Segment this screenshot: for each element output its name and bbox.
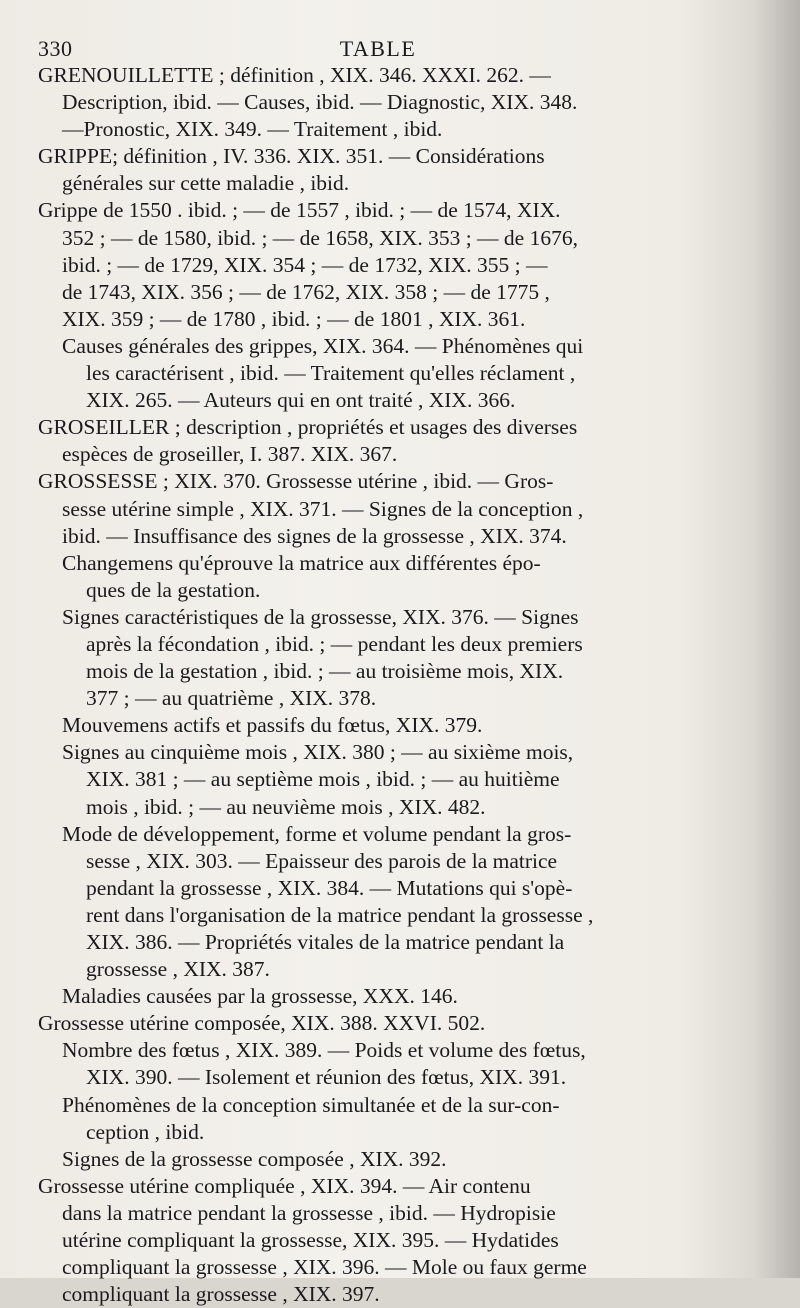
index-line: 352 ; — de 1580, ibid. ; — de 1658, XIX. 353 ; — de 1676, (62, 225, 578, 250)
index-line: après la fécondation , ibid. ; — pendant les deux premiers (86, 631, 583, 656)
index-line: espèces de groseiller, I. 387. XIX. 367. (62, 442, 398, 467)
index-line: XIX. 386. — Propriétés vitales de la matrice pendant la (86, 930, 565, 954)
page-header (38, 30, 718, 62)
index-line: mois de la gestation , ibid. ; — au troisième mois, XIX. (86, 659, 564, 684)
index-line: Phénomènes de la conception simultanée et de la sur-con- (62, 1092, 560, 1117)
index-line: ibid. — Insuffisance des signes de la grossesse , XIX. 374. (62, 523, 567, 548)
page-gutter-shadow (754, 0, 800, 1278)
index-line: ibid. ; — de 1729, XIX. 354 ; — de 1732, XIX. 355 ; — (62, 252, 548, 277)
index-line: Maladies causées par la grossesse, XXX. 146. (62, 984, 458, 1009)
index-line: de 1743, XIX. 356 ; — de 1762, XIX. 358 ; — de 1775 , (62, 279, 550, 304)
index-line: Signes au cinquième mois , XIX. 380 ; — au sixième mois, (62, 740, 574, 765)
index-line: sesse , XIX. 303. — Epaisseur des parois de la matrice (86, 848, 558, 873)
index-line: utérine compliquant la grossesse, XIX. 395. — Hydatides (62, 1228, 559, 1253)
index-line: Changemens qu'éprouve la matrice aux différentes épo- (62, 550, 541, 575)
index-line: Grippe de 1550 . ibid. ; — de 1557 , ibid. ; — de 1574, XIX. (38, 198, 561, 223)
index-line: GROSEILLER ; description , propriétés et usages des diverses (38, 415, 578, 440)
index-line: Signes de la grossesse composée , XIX. 392. (62, 1146, 447, 1171)
index-line: XIX. 359 ; — de 1780 , ibid. ; — de 1801 , XIX. 361. (62, 306, 526, 331)
index-line: —Pronostic, XIX. 349. — Traitement , ibid. (62, 117, 443, 142)
index-line: Signes caractéristiques de la grossesse, XIX. 376. — Signes (62, 604, 579, 629)
index-line: Causes générales des grippes, XIX. 364. — Phénomènes qui (62, 333, 584, 358)
index-line: générales sur cette maladie , ibid. (62, 171, 350, 196)
page-number: 330 (38, 36, 73, 61)
index-line: sesse utérine simple , XIX. 371. — Signes de la conception , (62, 496, 584, 521)
index-line: compliquant la grossesse , XIX. 396. — Mole ou faux germe (62, 1255, 587, 1280)
index-line: ques de la gestation. (86, 577, 261, 602)
index-line: rent dans l'organisation de la matrice pendant la grossesse , (86, 902, 594, 927)
index-line: GRIPPE; définition , IV. 336. XIX. 351. — Considérations (38, 144, 545, 169)
index-line: compliquant la grossesse , XIX. 397. (62, 1282, 380, 1307)
index-line: Nombre des fœtus , XIX. 389. — Poids et volume des fœtus, (62, 1038, 586, 1063)
index-line: XIX. 390. — Isolement et réunion des fœtus, XIX. 391. (86, 1065, 567, 1090)
index-line: grossesse , XIX. 387. (86, 957, 270, 982)
index-line: pendant la grossesse , XIX. 384. — Mutations qui s'opè- (86, 875, 573, 900)
index-entries (38, 62, 698, 1308)
index-line: Mode de développement, forme et volume pendant la gros- (62, 821, 572, 846)
index-line: mois , ibid. ; — au neuvième mois , XIX. 482. (86, 794, 486, 819)
index-line: GROSSESSE ; XIX. 370. Grossesse utérine , ibid. — Gros- (38, 469, 554, 494)
index-line: Description, ibid. — Causes, ibid. — Diagnostic, XIX. 348. (62, 90, 578, 115)
running-title: TABLE (339, 36, 417, 61)
index-line: dans la matrice pendant la grossesse , ibid. — Hydropisie (62, 1200, 556, 1225)
index-line: XIX. 265. — Auteurs qui en ont traité , XIX. 366. (86, 388, 516, 413)
index-line: GRENOUILLETTE ; définition , XIX. 346. XXXI. 262. — (38, 63, 551, 87)
index-line: Mouvemens actifs et passifs du fœtus, XIX. 379. (62, 713, 483, 738)
index-line: les caractérisent , ibid. — Traitement qu'elles réclament , (86, 361, 576, 386)
index-line: Grossesse utérine compliquée , XIX. 394. — Air contenu (38, 1173, 531, 1198)
index-line: 377 ; — au quatrième , XIX. 378. (86, 686, 377, 711)
index-line: XIX. 381 ; — au septième mois , ibid. ; — au huitième (86, 767, 560, 792)
index-line: ception , ibid. (86, 1119, 205, 1144)
index-line: Grossesse utérine composée, XIX. 388. XXVI. 502. (38, 1011, 486, 1036)
